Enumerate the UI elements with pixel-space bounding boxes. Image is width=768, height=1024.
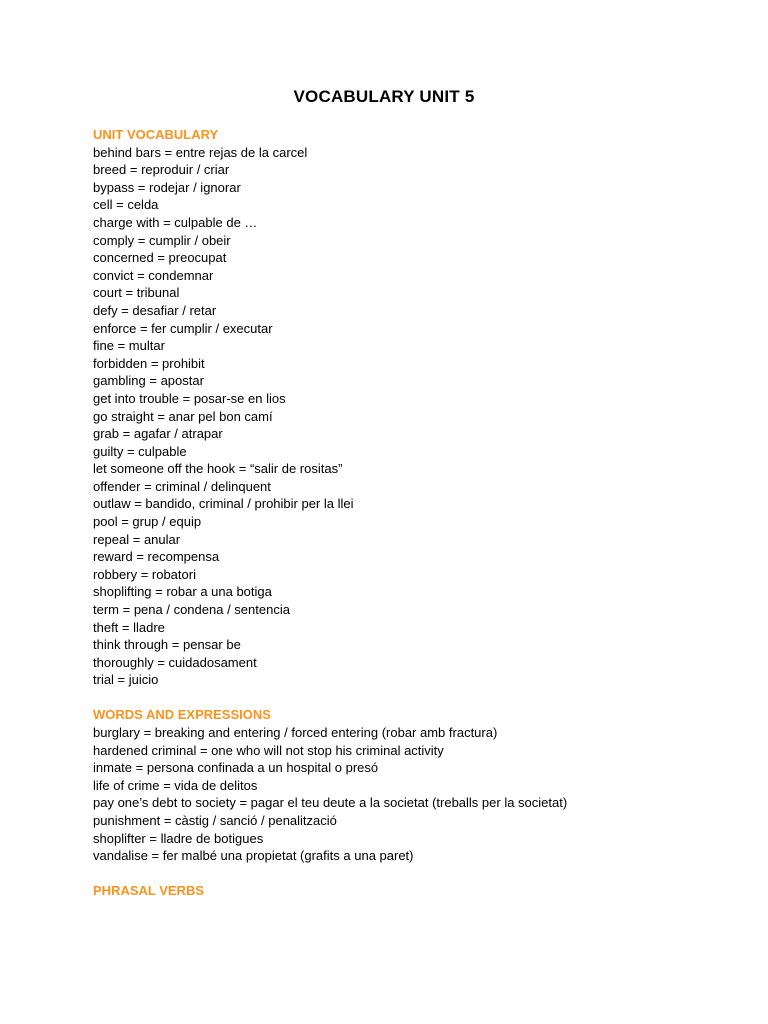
vocabulary-entry: trial = juicio xyxy=(93,672,159,688)
vocabulary-content xyxy=(93,126,733,900)
vocabulary-entry: go straight = anar pel bon camí xyxy=(93,408,273,424)
section-spacer xyxy=(93,865,733,882)
vocabulary-entry: court = tribunal xyxy=(93,285,180,301)
vocabulary-entry: hardened criminal = one who will not stop his criminal activity xyxy=(93,742,444,758)
vocabulary-entry: vandalise = fer malbé una propietat (grafits a una paret) xyxy=(93,848,414,864)
vocabulary-section xyxy=(93,706,733,864)
page-title: VOCABULARY UNIT 5 xyxy=(293,87,475,106)
vocabulary-entry: forbidden = prohibit xyxy=(93,355,205,371)
vocabulary-entry: breed = reproduir / criar xyxy=(93,162,230,178)
vocabulary-entry: shoplifting = robar a una botiga xyxy=(93,584,272,600)
vocabulary-entry: pool = grup / equip xyxy=(93,514,202,530)
vocabulary-entry: burglary = breaking and entering / forced entering (robar amb fractura) xyxy=(93,724,498,740)
section-heading: UNIT VOCABULARY xyxy=(93,127,219,142)
vocabulary-entry: cell = celda xyxy=(93,197,159,213)
vocabulary-entry: gambling = apostar xyxy=(93,373,204,389)
vocabulary-entry: fine = multar xyxy=(93,338,165,354)
vocabulary-entry: robbery = robatori xyxy=(93,566,196,582)
vocabulary-entry: life of crime = vida de delitos xyxy=(93,777,258,793)
vocabulary-entry: theft = lladre xyxy=(93,619,165,635)
vocabulary-entry: defy = desafiar / retar xyxy=(93,302,217,318)
vocabulary-entry: think through = pensar be xyxy=(93,637,241,653)
vocabulary-entry: bypass = rodejar / ignorar xyxy=(93,179,241,195)
vocabulary-entry: pay one’s debt to society = pagar el teu deute a la societat (treballs per la societat) xyxy=(93,795,568,811)
vocabulary-section xyxy=(93,126,733,689)
vocabulary-entry: convict = condemnar xyxy=(93,267,214,283)
vocabulary-entry: grab = agafar / atrapar xyxy=(93,426,223,442)
vocabulary-section xyxy=(93,882,733,900)
vocabulary-entry: comply = cumplir / obeir xyxy=(93,232,231,248)
vocabulary-entry: guilty = culpable xyxy=(93,443,187,459)
vocabulary-entry: reward = recompensa xyxy=(93,549,220,565)
vocabulary-entry: repeal = anular xyxy=(93,531,181,547)
vocabulary-entry: charge with = culpable de … xyxy=(93,214,258,230)
section-heading: WORDS AND EXPRESSIONS xyxy=(93,707,271,723)
vocabulary-entry: inmate = persona confinada a un hospital o presó xyxy=(93,760,379,776)
vocabulary-entry: get into trouble = posar-se en lios xyxy=(93,390,286,406)
vocabulary-entry: concerned = preocupat xyxy=(93,250,227,266)
vocabulary-entry: punishment = càstig / sanció / penalització xyxy=(93,812,337,828)
vocabulary-entry: outlaw = bandido, criminal / prohibir per la llei xyxy=(93,496,354,512)
vocabulary-entry: offender = criminal / delinquent xyxy=(93,478,271,494)
vocabulary-entry: behind bars = entre rejas de la carcel xyxy=(93,144,308,160)
vocabulary-entry: enforce = fer cumplir / executar xyxy=(93,320,273,336)
vocabulary-entry: let someone off the hook = “salir de rositas” xyxy=(93,461,343,477)
section-heading: PHRASAL VERBS xyxy=(93,883,205,899)
vocabulary-entry: thoroughly = cuidadosament xyxy=(93,654,257,670)
vocabulary-entry: shoplifter = lladre de botigues xyxy=(93,830,264,846)
vocabulary-entry: term = pena / condena / sentencia xyxy=(93,602,290,618)
section-spacer xyxy=(93,689,733,706)
